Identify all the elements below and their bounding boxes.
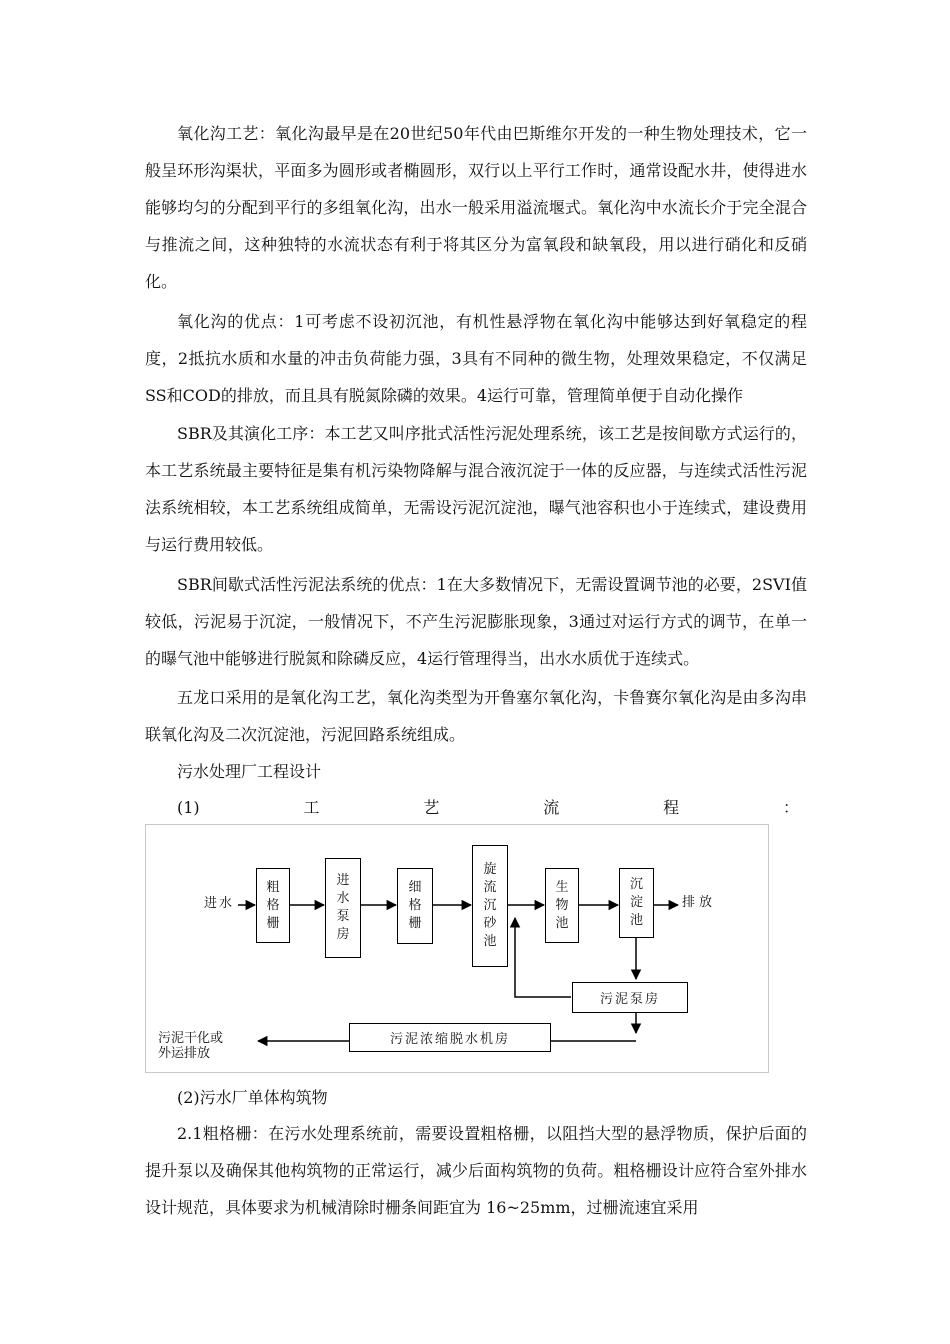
paragraph-oxidation-ditch-advantages: 氧化沟的优点：1可考虑不设初沉池，有机性悬浮物在氧化沟中能够达到好氧稳定的程度，2抵抗水质和水量的冲击负荷能力强，3具有不同种的微生物，处理效果稳定，不仅满足SS和COD的排放，而且具有脱氮除磷的效果。4运行可靠，管理简单便于自动化操作 bbox=[145, 312, 807, 405]
vertical-label: 生 物 池 bbox=[555, 879, 569, 931]
sludge-disposal-label: 污泥干化或 外运排放 bbox=[158, 1031, 224, 1061]
box-sludge-dewatering: 污泥浓缩脱水机房 bbox=[349, 1023, 551, 1052]
box-clarifier bbox=[619, 868, 654, 938]
paragraph-wulongkou: 五龙口采用的是氧化沟工艺，氧化沟类型为开鲁塞尔氧化沟，卡鲁赛尔氧化沟是由多沟串联氧化沟及二次沉淀池，污泥回路系统组成。 bbox=[145, 688, 807, 744]
flow-heading-number: (1) bbox=[177, 798, 200, 817]
paragraph-oxidation-ditch: 氧化沟工艺：氧化沟最早是在20世纪50年代由巴斯维尔开发的一种生物处理技术，它一般呈环形沟渠状，平面多为圆形或者椭圆形，双行以上平行工作时，通常设配水井，使得进水能够均匀的分配到平行的多组氧化沟，出水一般采用溢流堰式。氧化沟中水流长介于完全混合与推流之间，这种独特的水流状态有利于将其区分为富氧段和缺氧段，用以进行硝化和反硝化。 bbox=[145, 124, 807, 291]
flow-heading-char: 艺 bbox=[423, 798, 440, 817]
section-title-units: (2)污水厂单体构筑物 bbox=[177, 1088, 328, 1107]
flow-heading-char: 程 bbox=[663, 798, 680, 817]
vertical-label: 旋 流 沉 砂 池 bbox=[483, 862, 497, 949]
vertical-label: 进 水 泵 房 bbox=[336, 873, 350, 942]
outlet-label: 排放 bbox=[682, 895, 717, 910]
flow-heading-colon: ： bbox=[782, 798, 799, 817]
paragraph-sbr-advantages: SBR间歇式活性污泥法系统的优点：1在大多数情况下，无需设置调节池的必要，2SVI值较低，污泥易于沉淀，一般情况下，不产生污泥膨胀现象，3通过对运行方式的调节，在单一的曝气池中能够进行脱氮和除磷反应，4运行管理得当，出水水质优于连续式。 bbox=[145, 575, 807, 668]
vertical-label: 细 格 栅 bbox=[408, 880, 422, 931]
box-grit-chamber bbox=[472, 845, 508, 967]
box-coarse-screen bbox=[256, 868, 290, 943]
flow-heading-char: 流 bbox=[543, 798, 560, 817]
section-title-design: 污水处理厂工程设计 bbox=[177, 762, 322, 781]
vertical-label: 粗 格 栅 bbox=[266, 879, 280, 931]
box-inlet-pump-house bbox=[325, 858, 361, 958]
paragraph-sbr: SBR及其演化工序：本工艺又叫序批式活性污泥处理系统，该工艺是按间歇方式运行的，本工艺系统最主要特征是集有机污染物降解与混合液沉淀于一体的反应器，与连续式活性污泥法系统相较，本工艺系统组成简单，无需设污泥沉淀池，曝气池容积也小于连续式，建设费用与运行费用较低。 bbox=[145, 424, 807, 554]
flow-heading-char: 工 bbox=[303, 798, 320, 817]
box-sludge-pump-house: 污泥泵房 bbox=[572, 982, 688, 1013]
vertical-label: 沉 淀 池 bbox=[629, 877, 643, 928]
flow-heading bbox=[177, 789, 799, 826]
paragraph-coarse-screen: 2.1粗格栅：在污水处理系统前，需要设置粗格栅，以阻挡大型的悬浮物质，保护后面的提升泵以及确保其他构筑物的正常运行，减少后面构筑物的负荷。粗格栅设计应符合室外排水设计规范，具体要求为机械清除时栅条间距宜为 16~25mm，过栅流速宜采用 bbox=[145, 1124, 807, 1217]
inlet-label: 进水 bbox=[204, 896, 235, 911]
box-fine-screen bbox=[397, 868, 433, 944]
box-bio-tank bbox=[545, 868, 579, 943]
process-flow-diagram bbox=[145, 824, 769, 1073]
